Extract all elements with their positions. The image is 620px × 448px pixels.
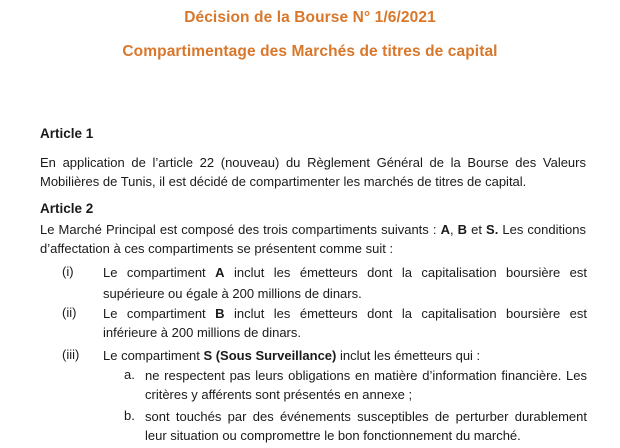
item-iii-line-1 — [103, 347, 587, 365]
intro-sep-2: et — [467, 222, 487, 237]
decision-title: Décision de la Bourse N° 1/6/2021 — [184, 9, 436, 26]
subitem-a-line-2: critères y afférents sont présentés en annexe ; — [145, 387, 413, 402]
item-i-pre: Le compartiment — [103, 265, 216, 280]
compartment-s-label: S. — [486, 222, 499, 237]
article-1-heading: Article 1 — [40, 126, 94, 141]
item-iii-pre: Le compartiment — [103, 348, 204, 363]
item-ii-rest: inclut les émetteurs dont la capitalisation boursière est — [224, 306, 588, 321]
article-2-intro-line-2: d’affectation à ces compartiments se présentent comme suit : — [40, 241, 394, 256]
item-iii-rest: inclut les émetteurs qui : — [336, 348, 481, 363]
subitem-b-marker: b. — [124, 408, 135, 423]
decision-subtitle: Compartimentage des Marchés de titres de capital — [122, 43, 498, 60]
item-i-line-1 — [103, 264, 587, 282]
article-1-line-2: Mobilières de Tunis, il est décidé de compartimenter les marchés de titres de capital. — [40, 174, 527, 189]
subitem-b-line-1: sont touchés par des événements susceptibles de perturber durablement — [145, 409, 587, 424]
item-i-rest: inclut les émetteurs dont la capitalisation boursière est — [224, 265, 588, 280]
subitem-b-line-2: leur situation ou compromettre le bon fonctionnement du marché. — [145, 428, 521, 443]
compartment-a-label: A — [440, 222, 450, 237]
item-iii-marker: (iii) — [62, 347, 80, 362]
intro-text-a: Le Marché Principal est composé des trois compartiments suivants : — [40, 222, 441, 237]
intro-sep-1: , — [449, 222, 458, 237]
compartment-b-label: B — [457, 222, 468, 237]
article-2-heading: Article 2 — [40, 201, 94, 216]
article-2-intro-line-1 — [40, 221, 586, 239]
item-ii-marker: (ii) — [62, 305, 77, 320]
subitem-a-line-1: ne respectent pas leurs obligations en matière d’information financière. Les — [145, 368, 587, 383]
item-i-marker: (i) — [62, 264, 74, 279]
item-ii-pre: Le compartiment — [103, 306, 216, 321]
item-i-bold: A — [215, 265, 225, 280]
item-ii-line-1 — [103, 305, 587, 323]
article-1-line-1: En application de l’article 22 (nouveau) du Règlement Général de la Bourse des Valeurs — [40, 155, 586, 170]
subitem-a-marker: a. — [124, 367, 135, 382]
intro-text-b: Les conditions — [498, 222, 586, 237]
item-ii-bold: B — [215, 306, 225, 321]
item-ii-line-2: inférieure à 200 millions de dinars. — [103, 325, 301, 340]
item-i-line-2: supérieure ou égale à 200 millions de dinars. — [103, 286, 362, 301]
item-iii-bold: S (Sous Surveillance) — [203, 348, 337, 363]
